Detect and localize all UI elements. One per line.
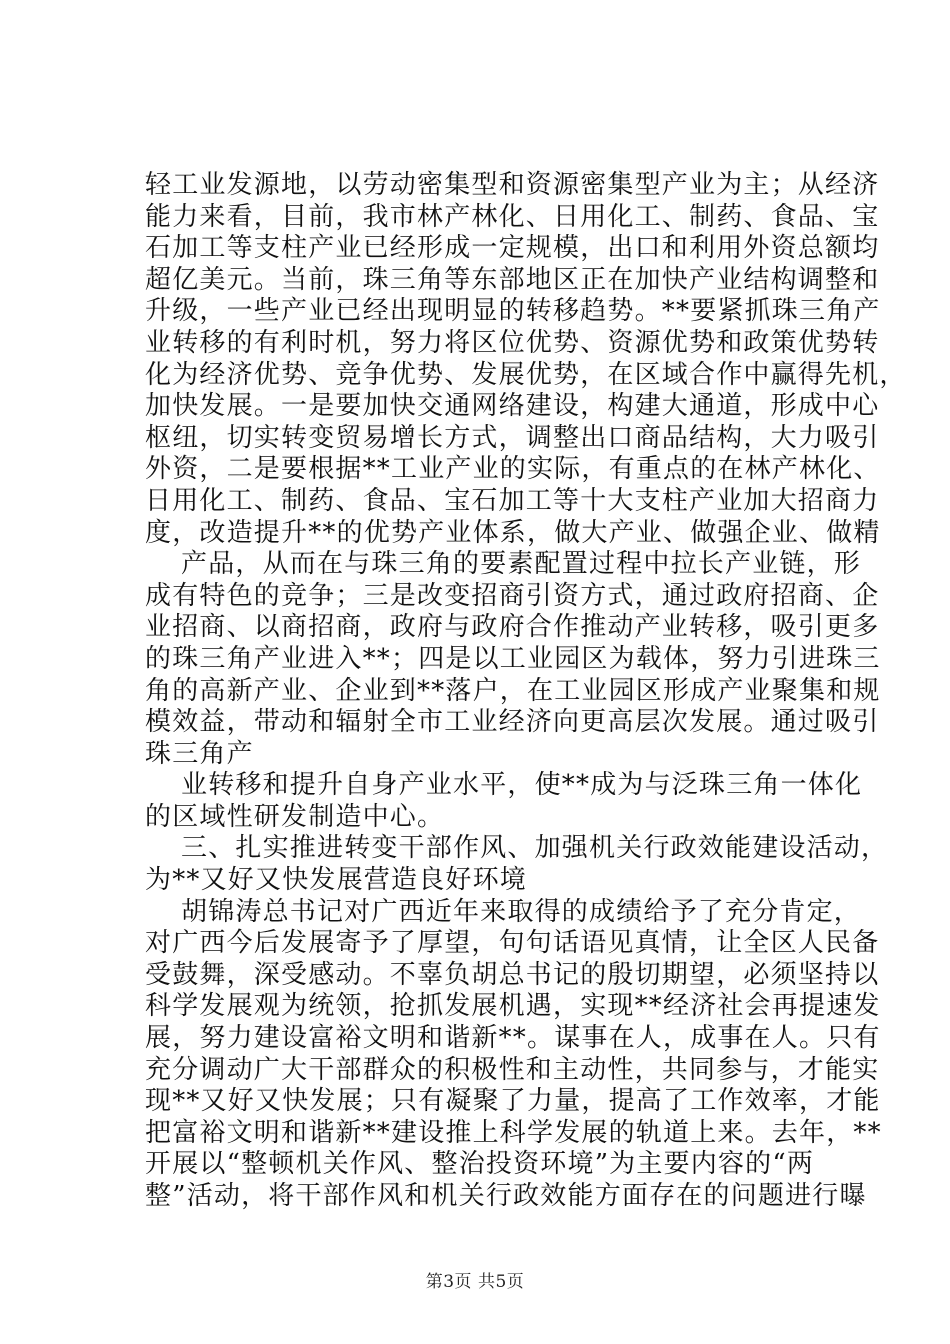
text-line: 成有特色的竞争；三是改变招商引资方式，通过政府招商、企 [145, 580, 880, 611]
text-line: 度，改造提升**的优势产业体系，做大产业、做强企业、做精 [145, 517, 881, 548]
text-line: 轻工业发源地，以劳动密集型和资源密集型产业为主；从经济 [145, 170, 880, 200]
section-heading: 为**又好又快发展营造良好环境 [145, 865, 528, 896]
text-line: 角的高新产业、企业到**落户，在工业园区形成产业聚集和规 [145, 675, 881, 706]
text-line: 对广西今后发展寄予了厚望，句句话语见真情，让全区人民备 [145, 928, 880, 959]
text-line: 整”活动，将干部作风和机关行政效能方面存在的问题进行曝 [145, 1181, 867, 1211]
text-line: 外资，二是要根据**工业产业的实际，有重点的在林产林化、 [145, 454, 881, 485]
text-line: 升级，一些产业已经出现明显的转移趋势。**要紧抓珠三角产 [145, 296, 881, 327]
body-text [145, 170, 907, 1213]
text-line: 超亿美元。当前，珠三角等东部地区正在加快产业结构调整和 [145, 264, 880, 295]
text-line: 现**又好又快发展；只有凝聚了力量，提高了工作效率，才能 [145, 1086, 881, 1117]
text-line: 珠三角产 [145, 738, 254, 769]
text-line: 展，努力建设富裕文明和谐新**。谋事在人，成事在人。只有 [145, 1023, 881, 1054]
text-line: 日用化工、制药、食品、宝石加工等十大支柱产业加大招商力 [145, 485, 880, 516]
text-line: 的区域性研发制造中心。 [145, 801, 445, 832]
text-line: 化为经济优势、竞争优势、发展优势，在区域合作中赢得先机， [145, 359, 907, 390]
text-line: 业招商、以商招商，政府与政府合作推动产业转移，吸引更多 [145, 612, 880, 643]
text-line: 模效益，带动和辐射全市工业经济向更高层次发展。通过吸引 [145, 707, 880, 738]
text-line: 石加工等支柱产业已经形成一定规模，出口和利用外资总额均 [145, 233, 880, 264]
text-line: 业转移和提升自身产业水平，使**成为与泛珠三角一体化 [181, 770, 863, 801]
text-line: 的珠三角产业进入**；四是以工业园区为载体，努力引进珠三 [145, 643, 881, 674]
text-line: 胡锦涛总书记对广西近年来取得的成绩给予了充分肯定， [181, 896, 862, 927]
text-line: 能力来看，目前，我市林产林化、日用化工、制药、食品、宝 [145, 201, 880, 232]
text-line: 科学发展观为统领，抢抓发展机遇，实现**经济社会再提速发 [145, 991, 881, 1022]
text-line: 受鼓舞，深受感动。不辜负胡总书记的殷切期望，必须坚持以 [145, 959, 880, 990]
text-line: 把富裕文明和谐新**建设推上科学发展的轨道上来。去年，** [145, 1117, 882, 1148]
text-line: 业转移的有利时机，努力将区位优势、资源优势和政策优势转 [145, 327, 880, 358]
page-number-footer: 第3页 共5页 [425, 1272, 525, 1292]
text-line: 枢纽，切实转变贸易增长方式，调整出口商品结构，大力吸引 [145, 422, 880, 453]
text-line: 加快发展。一是要加快交通网络建设，构建大通道，形成中心 [145, 391, 880, 422]
text-line: 开展以“整顿机关作风、整治投资环境”为主要内容的“两 [145, 1149, 815, 1180]
section-heading: 三、扎实推进转变干部作风、加强机关行政效能建设活动， [181, 833, 889, 864]
text-line: 产品，从而在与珠三角的要素配置过程中拉长产业链，形 [181, 549, 862, 580]
text-line: 充分调动广大干部群众的积极性和主动性，共同参与，才能实 [145, 1054, 880, 1085]
